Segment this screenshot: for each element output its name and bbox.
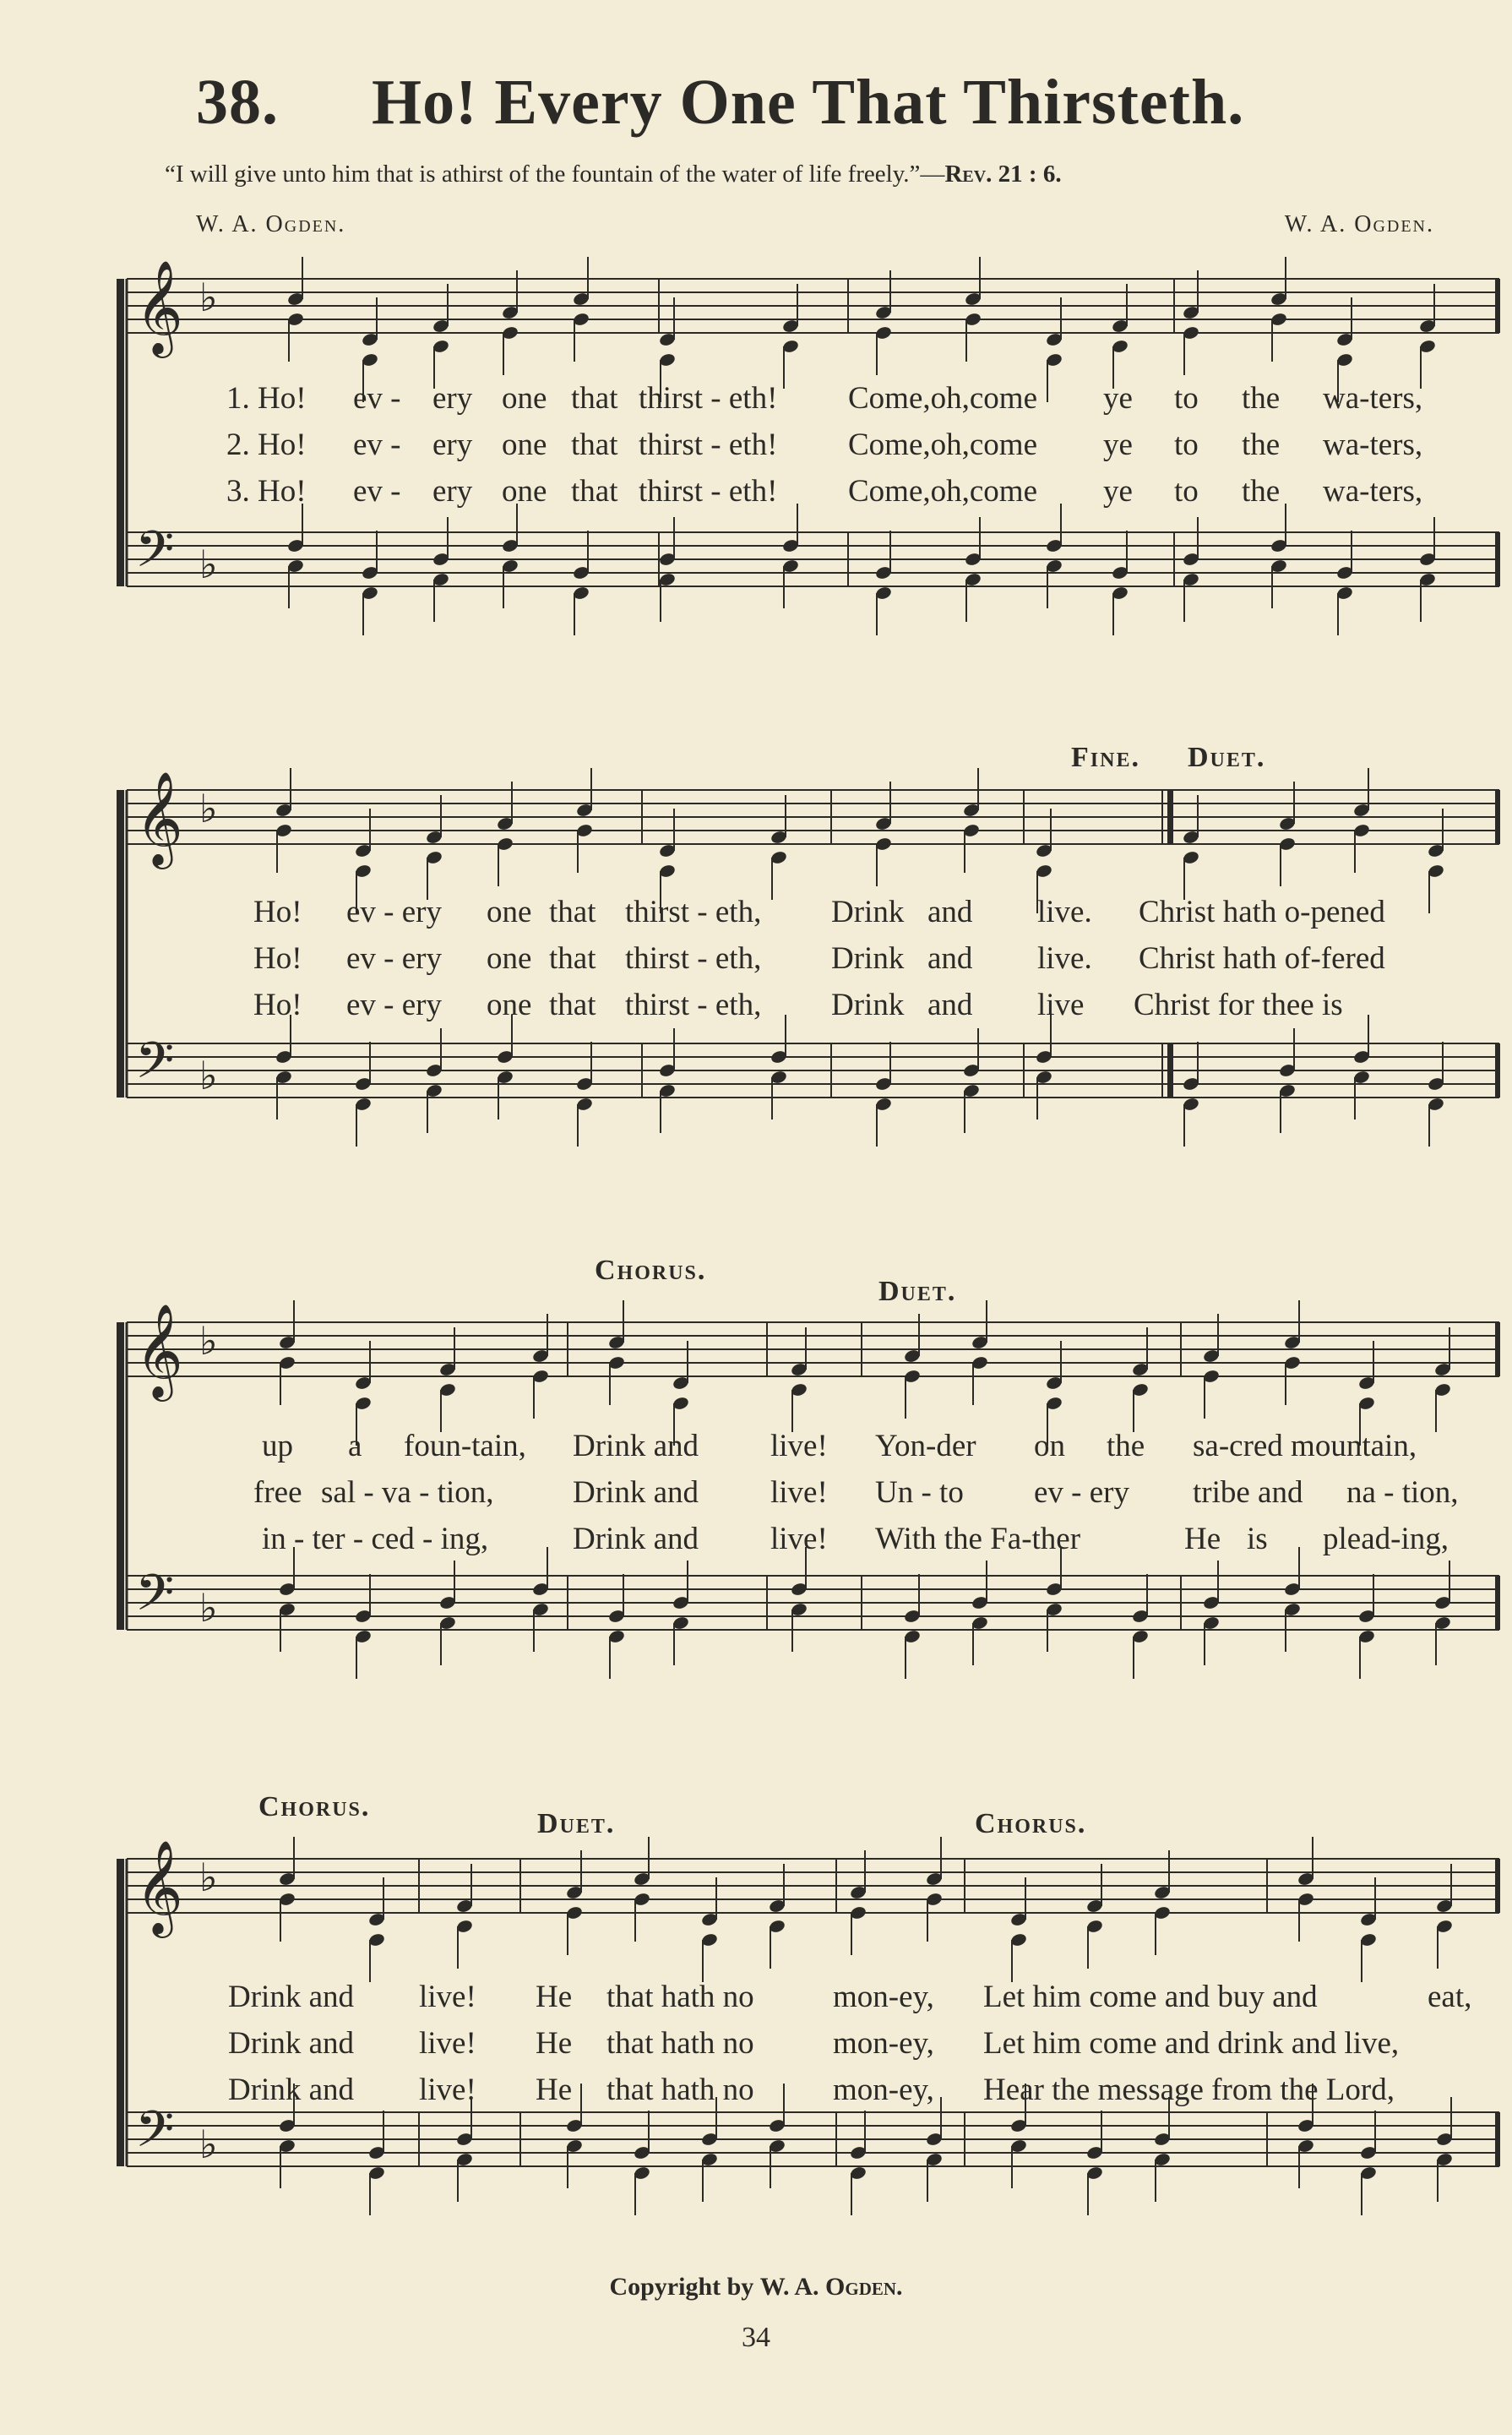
- lyric-syllable: one: [487, 988, 532, 1022]
- lyric-syllable: wa-ters,: [1323, 428, 1423, 462]
- svg-text:♭: ♭: [199, 275, 218, 320]
- lyric-syllable: He: [536, 2026, 573, 2061]
- lyric-syllable: Ho!: [253, 895, 302, 929]
- lyric-syllable: live: [1037, 988, 1085, 1022]
- lyric-syllable: Ho!: [253, 988, 302, 1022]
- lyric-syllable: mon-ey,: [833, 2073, 934, 2107]
- lyric-line-verse-2: [0, 2025, 1512, 2066]
- svg-text:𝄞: 𝄞: [135, 771, 183, 865]
- lyric-syllable: that: [571, 474, 618, 509]
- lyric-syllable: that: [549, 895, 596, 929]
- lyric-syllable: ev - ery: [346, 895, 442, 929]
- lyric-syllable: With the Fa-ther: [875, 1522, 1081, 1556]
- svg-text:𝄢: 𝄢: [135, 1031, 175, 1102]
- hymn-name: Ho! Every One That Thirsteth.: [372, 67, 1245, 138]
- lyric-syllable: ev -: [353, 428, 401, 462]
- lyric-syllable: ev - ery: [1034, 1475, 1129, 1510]
- svg-text:♭: ♭: [199, 542, 218, 587]
- lyric-syllable: the: [1242, 381, 1281, 416]
- lyric-line-verse-3: [0, 1521, 1512, 1561]
- svg-text:𝄞: 𝄞: [135, 259, 183, 354]
- lyric-syllable: that hath no: [606, 1980, 754, 2014]
- lyric-syllable: live!: [770, 1429, 828, 1463]
- svg-text:♭: ♭: [199, 1318, 218, 1364]
- lyric-syllable: 1. Ho!: [226, 381, 307, 416]
- lyric-syllable: na - tion,: [1346, 1475, 1459, 1510]
- svg-text:𝄢: 𝄢: [135, 2100, 175, 2171]
- lyric-syllable: ye: [1103, 381, 1133, 416]
- lyric-syllable: one: [487, 895, 532, 929]
- lyric-syllable: one: [502, 381, 547, 416]
- lyric-syllable: He: [536, 1980, 573, 2014]
- lyric-syllable: Drink: [831, 988, 905, 1022]
- lyric-syllable: mon-ey,: [833, 1980, 934, 2014]
- lyric-syllable: ery: [432, 381, 473, 416]
- lyric-syllable: sal - va - tion,: [321, 1475, 494, 1510]
- lyric-syllable: to: [1174, 474, 1199, 509]
- lyric-syllable: thirst - eth,: [625, 988, 762, 1022]
- lyric-syllable: up: [262, 1429, 293, 1463]
- lyric-syllable: thirst - eth,: [625, 941, 762, 976]
- lyric-syllable: that: [549, 988, 596, 1022]
- music-credit: W. A. Ogden.: [1284, 211, 1434, 237]
- lyric-syllable: thirst - eth,: [625, 895, 762, 929]
- lyric-syllable: ye: [1103, 474, 1133, 509]
- lyric-syllable: plead-ing,: [1323, 1522, 1449, 1556]
- lyric-syllable: to: [1174, 428, 1199, 462]
- lyric-syllable: live!: [770, 1475, 828, 1510]
- lyric-syllable: wa-ters,: [1323, 381, 1423, 416]
- svg-text:♭: ♭: [199, 2122, 218, 2167]
- chorus-marking: Chorus.: [595, 1255, 707, 1286]
- lyric-syllable: He: [1184, 1522, 1221, 1556]
- lyric-syllable: that: [571, 381, 618, 416]
- lyric-syllable: He: [536, 2073, 573, 2107]
- lyric-syllable: 2. Ho!: [226, 428, 307, 462]
- lyric-line-verse-2: [0, 940, 1512, 981]
- duet-marking: Duet.: [1188, 742, 1266, 773]
- lyric-syllable: ye: [1103, 428, 1133, 462]
- lyric-syllable: Christ hath o-pened: [1139, 895, 1385, 929]
- hymn-number: 38.: [196, 67, 279, 138]
- lyric-syllable: on: [1034, 1429, 1065, 1463]
- page-number: 34: [742, 2322, 770, 2353]
- lyric-syllable: Let him come and buy and: [983, 1980, 1318, 2014]
- svg-text:𝄢: 𝄢: [135, 1563, 175, 1634]
- lyric-syllable: Drink and: [573, 1475, 699, 1510]
- copyright-prefix: Copyright by: [609, 2273, 754, 2301]
- lyric-syllable: one: [502, 428, 547, 462]
- words-credit: W. A. Ogden.: [196, 211, 346, 237]
- lyric-syllable: mon-ey,: [833, 2026, 934, 2061]
- lyric-syllable: that: [549, 941, 596, 976]
- lyric-syllable: Come,oh,come: [848, 381, 1038, 416]
- lyric-syllable: in - ter - ced - ing,: [262, 1522, 489, 1556]
- lyric-syllable: Christ for thee is: [1134, 988, 1343, 1022]
- lyric-syllable: to: [1174, 381, 1199, 416]
- svg-text:𝄞: 𝄞: [135, 1839, 183, 1934]
- lyric-syllable: Drink and: [228, 2026, 354, 2061]
- lyric-syllable: 3. Ho!: [226, 474, 307, 509]
- chorus-marking: Chorus.: [258, 1791, 371, 1822]
- lyric-syllable: one: [502, 474, 547, 509]
- lyric-syllable: that: [571, 428, 618, 462]
- lyric-syllable: the: [1242, 428, 1281, 462]
- fine-marking: Fine.: [1071, 742, 1140, 773]
- lyric-syllable: thirst - eth!: [639, 474, 778, 509]
- lyric-syllable: Un - to: [875, 1475, 964, 1510]
- scripture-epigraph: [165, 161, 1062, 188]
- lyric-syllable: Come,oh,come: [848, 428, 1038, 462]
- lyric-syllable: and: [927, 941, 973, 976]
- lyric-syllable: Hear the message from the Lord,: [983, 2073, 1395, 2107]
- lyric-syllable: live!: [419, 2073, 476, 2107]
- lyric-syllable: ev - ery: [346, 988, 442, 1022]
- lyric-syllable: ery: [432, 428, 473, 462]
- lyric-syllable: Come,oh,come: [848, 474, 1038, 509]
- lyric-line-verse-2: [0, 1474, 1512, 1515]
- lyric-syllable: Drink and: [228, 1980, 354, 2014]
- lyric-syllable: wa-ters,: [1323, 474, 1423, 509]
- lyric-syllable: live!: [419, 1980, 476, 2014]
- lyric-line-verse-2: [0, 427, 1512, 467]
- lyric-syllable: eat,: [1428, 1980, 1472, 2014]
- lyric-syllable: Drink and: [573, 1429, 699, 1463]
- lyric-line-verse-1: [0, 1428, 1512, 1468]
- chorus-marking: Chorus.: [975, 1808, 1087, 1839]
- lyric-syllable: a: [348, 1429, 362, 1463]
- lyric-syllable: Christ hath of-fered: [1139, 941, 1385, 976]
- svg-text:♭: ♭: [199, 1855, 218, 1900]
- lyric-line-verse-1: [0, 894, 1512, 934]
- duet-marking: Duet.: [878, 1276, 957, 1307]
- svg-text:♭: ♭: [199, 786, 218, 831]
- lyric-syllable: and: [927, 895, 973, 929]
- lyric-syllable: live.: [1037, 941, 1092, 976]
- lyric-line-verse-1: [0, 1979, 1512, 2019]
- lyric-syllable: Drink and: [573, 1522, 699, 1556]
- lyric-syllable: that hath no: [606, 2026, 754, 2061]
- lyric-syllable: Let him come and drink and live,: [983, 2026, 1400, 2061]
- copyright-notice: [0, 2273, 1512, 2302]
- scripture-quote: “I will give unto him that is athirst of the fountain of the water of life freely.”—: [165, 161, 945, 188]
- lyric-syllable: Drink: [831, 941, 905, 976]
- lyric-syllable: ev - ery: [346, 941, 442, 976]
- duet-marking: Duet.: [537, 1808, 616, 1839]
- lyric-syllable: is: [1247, 1522, 1268, 1556]
- lyric-syllable: the: [1242, 474, 1281, 509]
- lyric-line-verse-3: [0, 987, 1512, 1027]
- lyric-syllable: tribe and: [1193, 1475, 1303, 1510]
- svg-text:♭: ♭: [199, 1053, 218, 1098]
- lyric-syllable: one: [487, 941, 532, 976]
- lyric-syllable: thirst - eth!: [639, 428, 778, 462]
- lyric-syllable: that hath no: [606, 2073, 754, 2107]
- lyric-syllable: live!: [770, 1522, 828, 1556]
- lyric-syllable: Drink and: [228, 2073, 354, 2107]
- lyric-syllable: the: [1107, 1429, 1145, 1463]
- lyric-syllable: Yon-der: [875, 1429, 976, 1463]
- lyric-line-verse-3: [0, 2072, 1512, 2112]
- lyric-line-verse-3: [0, 473, 1512, 514]
- lyric-syllable: Drink: [831, 895, 905, 929]
- lyric-syllable: and: [927, 988, 973, 1022]
- lyric-syllable: thirst - eth!: [639, 381, 778, 416]
- lyric-syllable: sa-cred mountain,: [1193, 1429, 1417, 1463]
- svg-text:♭: ♭: [199, 1585, 218, 1631]
- copyright-holder: W. A. Ogden.: [759, 2273, 903, 2301]
- scripture-reference: Rev. 21 : 6.: [944, 161, 1062, 188]
- lyric-syllable: ery: [432, 474, 473, 509]
- lyric-syllable: ev -: [353, 474, 401, 509]
- svg-text:𝄢: 𝄢: [135, 520, 175, 591]
- lyric-syllable: live!: [419, 2026, 476, 2061]
- lyric-syllable: foun-tain,: [404, 1429, 526, 1463]
- lyric-line-verse-1: [0, 380, 1512, 421]
- lyric-syllable: free: [253, 1475, 302, 1510]
- lyric-syllable: live.: [1037, 895, 1092, 929]
- svg-text:𝄞: 𝄞: [135, 1303, 183, 1397]
- lyric-syllable: ev -: [353, 381, 401, 416]
- lyric-syllable: Ho!: [253, 941, 302, 976]
